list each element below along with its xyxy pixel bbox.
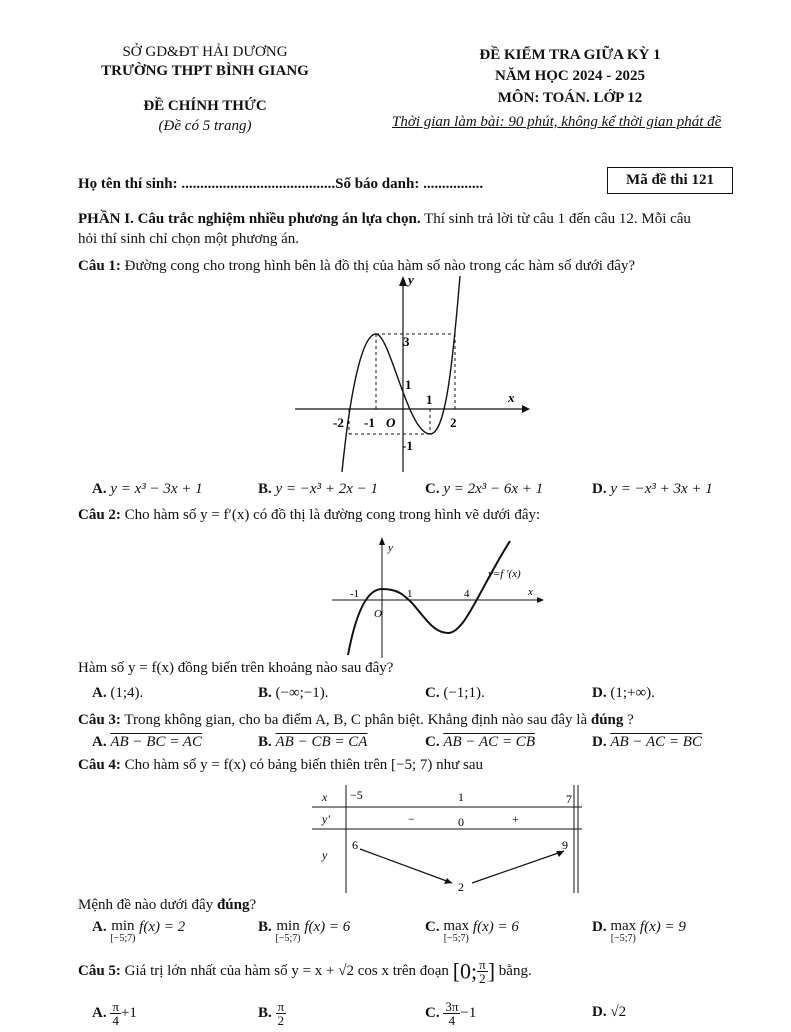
q5-label: Câu 5: xyxy=(78,962,121,979)
q1-tick-m1x: -1 xyxy=(364,415,375,430)
part1-title: PHẦN I. Câu trắc nghiệm nhiều phương án lựa chọn. xyxy=(78,211,421,227)
part1-heading xyxy=(78,211,691,228)
q5-option-c[interactable]: C. $\frac{3\pi}{4}$ −1 xyxy=(425,999,477,1028)
school-name: TRƯỜNG THPT BÌNH GIANG xyxy=(101,63,309,79)
q4-followup: Mệnh đề nào dưới đây đúng? xyxy=(78,897,257,913)
q2-graph xyxy=(330,533,545,658)
q2-tick-4: 4 xyxy=(464,588,470,600)
q1-y-arrow xyxy=(399,276,407,286)
q3-option-a[interactable]: A. AB − BC = AC xyxy=(92,734,202,750)
q1-tick-3: 3 xyxy=(403,334,410,349)
q2-x-label: x xyxy=(528,586,533,598)
q3-option-c[interactable]: C. AB − AC = CB xyxy=(425,734,535,750)
q2-text: Cho hàm số y = f′(x) có đồ thị là đường cong trong hình vẽ dưới đây: xyxy=(120,507,541,523)
q4-arrow-up xyxy=(472,851,564,883)
q1-x-arrow xyxy=(522,405,530,413)
q5-text: Giá trị lớn nhất của hàm số y = x + √2 cos x trên đoạn xyxy=(120,962,449,979)
q2-option-b[interactable]: B. (−∞;−1). xyxy=(258,685,329,701)
q4-variation-table xyxy=(312,783,584,895)
part1-desc: Thí sinh trả lời từ câu 1 đến câu 12. Mỗi câu xyxy=(420,211,691,227)
q1-option-a[interactable]: A. y = x³ − 3x + 1 xyxy=(92,481,203,497)
q2-tick-1: 1 xyxy=(407,588,413,600)
q4-val-1: 6 xyxy=(352,838,358,852)
q4-label: Câu 4: xyxy=(78,757,121,773)
exam-title: ĐỀ KIỂM TRA GIỮA KỲ 1 xyxy=(479,47,661,63)
q4-sign-minus: − xyxy=(408,812,415,826)
q1-origin-label: O xyxy=(386,415,396,430)
q4-option-a[interactable]: A. min [−5;7) f(x) = 2 xyxy=(92,918,186,944)
q2-label: Câu 2: xyxy=(78,507,121,523)
q2-curve xyxy=(348,541,510,655)
q4-option-b[interactable]: B. min [−5;7) f(x) = 6 xyxy=(258,918,351,944)
school-year: NĂM HỌC 2024 - 2025 xyxy=(495,68,645,84)
q1-text: Đường cong cho trong hình bên là đồ thị của hàm số nào trong các hàm số dưới đây? xyxy=(120,258,636,274)
q4-val-3: 9 xyxy=(562,838,568,852)
q4-text: Cho hàm số y = f(x) có bảng biến thiên trên [−5; 7) như sau xyxy=(120,757,483,773)
q2-followup: Hàm số y = f(x) đồng biến trên khoảng nào sau đây? xyxy=(78,660,394,676)
q3-text: Trong không gian, cho ba điểm A, B, C phân biệt. Khẳng định nào sau đây là xyxy=(120,712,591,728)
q1-y-label: y xyxy=(408,272,414,287)
q4-x2: 1 xyxy=(458,790,464,804)
q1-curve xyxy=(342,276,460,472)
q1-option-c[interactable]: C. y = 2x³ − 6x + 1 xyxy=(425,481,544,497)
q2-tick-m1: -1 xyxy=(350,588,360,600)
q1-tick-2: 2 xyxy=(450,415,457,430)
q2-option-a[interactable]: A. (1;4). xyxy=(92,685,144,701)
question-4 xyxy=(78,757,483,774)
q4-x3: 7 xyxy=(566,792,572,806)
q2-x-arrow xyxy=(537,597,544,603)
q4-row-x: x xyxy=(322,790,328,804)
q3-text-bold: đúng xyxy=(590,712,624,728)
student-name-label: Họ tên thí sinh: ......................................... xyxy=(78,176,336,192)
q2-option-d[interactable]: D. (1;+∞). xyxy=(592,685,655,701)
q3-label: Câu 3: xyxy=(78,712,121,728)
q4-val-2: 2 xyxy=(458,880,464,894)
subject-line: MÔN: TOÁN. LỚP 12 xyxy=(497,90,643,106)
q1-graph xyxy=(290,272,530,477)
q2-curve-label: y=f '(x) xyxy=(488,568,521,580)
exam-code-box: Mã đề thi 121 xyxy=(607,167,733,194)
q3-text-end: ? xyxy=(623,712,634,728)
q1-tick-1y: 1 xyxy=(405,377,412,392)
q4-zero: 0 xyxy=(458,815,464,829)
q5-option-d[interactable]: D. √2 xyxy=(592,1004,627,1020)
question-5: Câu 5: Giá trị lớn nhất của hàm số y = x + √2 cos x trên đoạn [0; $\frac{\pi}{2}$ ] bằng. xyxy=(78,957,532,986)
q2-option-c[interactable]: C. (−1;1). xyxy=(425,685,485,701)
official-label: ĐỀ CHÍNH THỨC xyxy=(143,98,267,114)
student-info xyxy=(78,176,483,193)
student-id-label: Số báo danh: ................ xyxy=(335,176,484,192)
q1-tick-m2: -2 xyxy=(333,415,344,430)
question-2 xyxy=(78,507,540,524)
q2-y-arrow xyxy=(379,537,385,545)
q5-option-b[interactable]: B. $\frac{\pi}{2}$ xyxy=(258,999,285,1028)
q1-tick-m1y: -1 xyxy=(402,438,413,453)
q4-sign-plus: + xyxy=(512,812,519,826)
q4-option-c[interactable]: C. max [−5;7) f(x) = 6 xyxy=(425,918,519,944)
q1-option-d[interactable]: D. y = −x³ + 3x + 1 xyxy=(592,481,713,497)
q3-option-b[interactable]: B. AB − CB = CA xyxy=(258,734,368,750)
q5-option-a[interactable]: A. $\frac{\pi}{4}$ +1 xyxy=(92,999,137,1028)
q1-label: Câu 1: xyxy=(78,258,121,274)
q4-row-yp: y′ xyxy=(322,812,330,826)
time-limit: Thời gian làm bài: 90 phút, không kể thời gian phát đề xyxy=(392,114,722,130)
q1-tick-1x: 1 xyxy=(426,392,433,407)
q1-x-label: x xyxy=(508,390,515,405)
q4-x1: −5 xyxy=(350,788,363,802)
q4-option-d[interactable]: D. max [−5;7) f(x) = 9 xyxy=(592,918,686,944)
q4-arrow-down xyxy=(360,849,452,883)
question-3 xyxy=(78,712,634,729)
q2-origin-label: O xyxy=(374,608,382,620)
q1-option-b[interactable]: B. y = −x³ + 2x − 1 xyxy=(258,481,378,497)
page-count: (Đề có 5 trang) xyxy=(158,118,252,134)
q2-y-label: y xyxy=(388,542,393,554)
part1-desc-cont: hỏi thí sinh chỉ chọn một phương án. xyxy=(78,231,300,247)
department-name: SỞ GD&ĐT HẢI DƯƠNG xyxy=(122,44,288,60)
q3-option-d[interactable]: D. AB − AC = BC xyxy=(592,734,702,750)
q4-row-y: y xyxy=(322,848,328,862)
